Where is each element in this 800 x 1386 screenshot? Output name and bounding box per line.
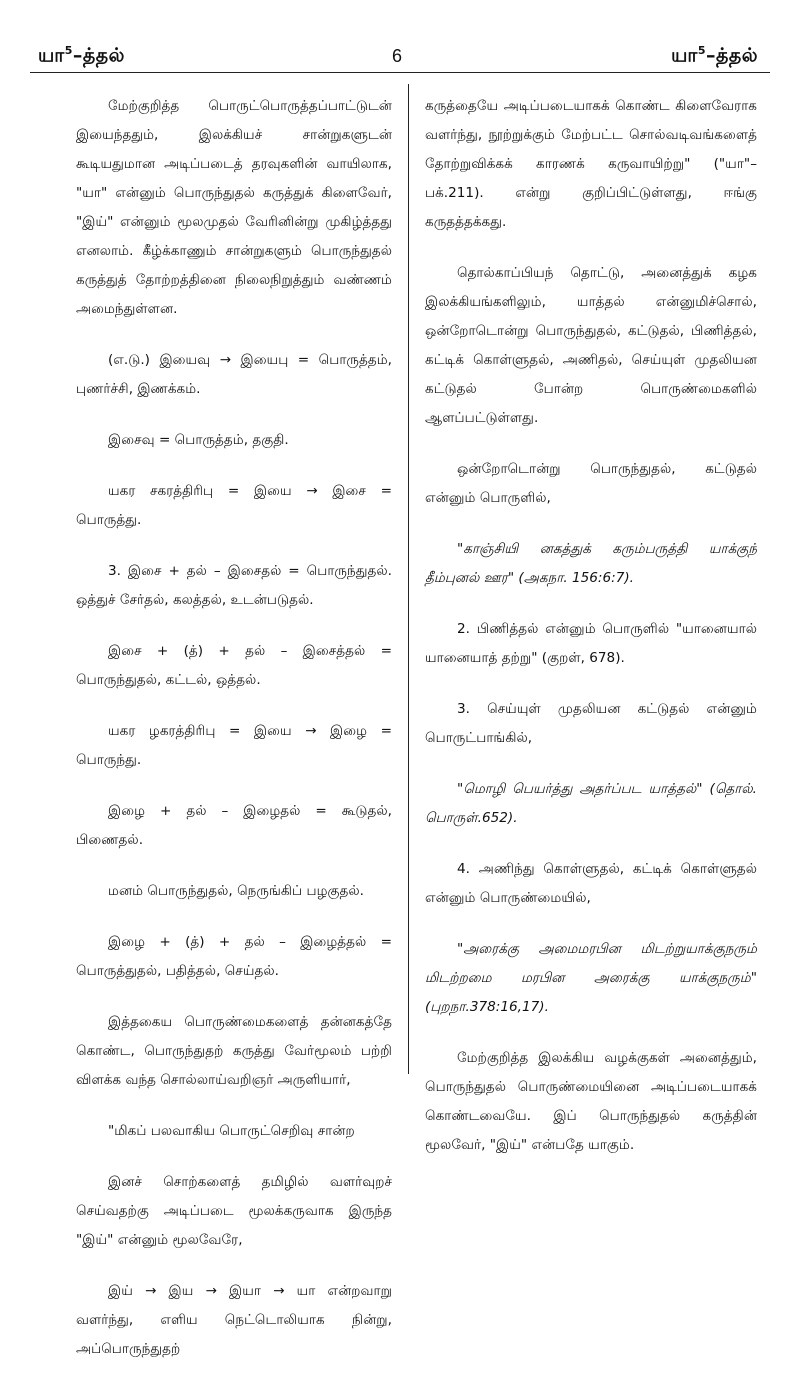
example-line: மனம் பொருந்துதல், நெருங்கிப் பழகுதல். <box>108 883 364 899</box>
running-title-left-superscript: 5 <box>64 44 73 57</box>
paragraph: இய் → இய → இயா → யா என்றவாறு வளர்ந்து, எளிய நெட்டொலியாக நின்று, அப்பொருந்துதற் <box>76 1283 392 1357</box>
page-header <box>0 0 800 80</box>
paragraph: 4. அணிந்து கொள்ளுதல், கட்டிக் கொள்ளுதல் என்னும் பொருண்மையில், <box>425 861 757 906</box>
example-line: (எ.டு.) இயைவு → இயைபு = பொருத்தம், புணர்ச்சி, இணக்கம். <box>76 352 392 397</box>
column-divider <box>408 84 409 1074</box>
citation-quote: "அரைக்கு அமைமரபின மிடற்றுயாக்குநரும் மிடற்றமை மரபின அரைக்கு யாக்குநரும்" (புறநா.378:16,17). <box>425 941 757 1015</box>
paragraph: தொல்காப்பியந் தொட்டு, அனைத்துக் கழக இலக்கியங்களிலும், யாத்தல் என்னுமிச்சொல், ஒன்றோடொன்று பொருந்துதல், கட்டுதல், பிணித்தல், கட்டிக் கொள்ளுதல், அணிதல், செய்யுள் முதலியன கட்டுதல் போன்ற பொருண்மைகளில் ஆளப்பட்டுள்ளது. <box>425 265 757 426</box>
example-line: இழை + (த்) + தல் – இழைத்தல் = பொருத்துதல், பதித்தல், செய்தல். <box>76 934 392 979</box>
running-title-left <box>38 44 125 69</box>
paragraph: 2. பிணித்தல் என்னும் பொருளில் "யானையால் யானையாத் தற்று" (குறள், 678). <box>425 621 757 666</box>
quote-opening: "மிகப் பலவாகிய பொருட்செறிவு சான்ற <box>108 1123 355 1139</box>
running-title-left-text: யா <box>38 44 65 67</box>
page-number: 6 <box>392 46 403 66</box>
paragraph: 3. செய்யுள் முதலியன கட்டுதல் என்னும் பொருட்பாங்கில், <box>425 701 757 746</box>
paragraph: ஒன்றோடொன்று பொருந்துதல், கட்டுதல் என்னும் பொருளில், <box>425 461 757 506</box>
header-rule <box>30 72 770 73</box>
paragraph: இத்தகைய பொருண்மைகளைத் தன்னகத்தே கொண்ட, பொருந்துதற் கருத்து வேர்மூலம் பற்றி விளக்க வந்த சொல்லாய்வறிஞர் அருளியார், <box>76 1014 392 1088</box>
citation-quote: "காஞ்சியி னகத்துக் கரும்பருத்தி யாக்குந் தீம்புனல் ஊர" (அகநா. 156:6:7). <box>425 541 757 586</box>
example-line: 3. இசை + தல் – இசைதல் = பொருந்துதல். ஒத்துச் சேர்தல், கலத்தல், உடன்படுதல். <box>76 563 392 608</box>
example-line: இழை + தல் – இழைதல் = கூடுதல், பிணைதல். <box>76 803 392 848</box>
running-title-right <box>671 44 758 69</box>
paragraph: கருத்தையே அடிப்படையாகக் கொண்ட கிளைவேராக வளர்ந்து, நூற்றுக்கும் மேற்பட்ட சொல்வடிவங்களைத் தோற்றுவிக்கக் காரணக் கருவாயிற்று" ("யா"–பக்.211). என்று குறிப்பிட்டுள்ளது, ஈங்கு கருதத்தக்கது. <box>425 98 757 230</box>
paragraph: இனச் சொற்களைத் தமிழில் வளர்வுறச் செய்வதற்கு அடிப்படை மூலக்கருவாக இருந்த "இய்" என்னும் மூலவேரே, <box>76 1174 392 1248</box>
example-line: யகர ழகரத்திரிபு = இயை → இழை = பொருந்து. <box>76 723 392 768</box>
running-title-right-text: யா <box>671 44 698 67</box>
example-line: யகர சகரத்திரிபு = இயை → இசை = பொருத்து. <box>76 483 392 528</box>
running-title-left-suffix: –த்தல் <box>72 44 125 67</box>
running-title-right-suffix: –த்தல் <box>705 44 758 67</box>
example-line: இசை + (த்) + தல் – இசைத்தல் = பொருந்துதல், கட்டல், ஒத்தல். <box>76 643 392 688</box>
left-column <box>76 92 392 1386</box>
citation-quote: "மொழி பெயர்த்து அதர்ப்பட யாத்தல்" (தொல். பொருள்.652). <box>425 781 757 826</box>
paragraph: மேற்குறித்த இலக்கிய வழக்குகள் அனைத்தும், பொருந்துதல் பொருண்மையினை அடிப்படையாகக் கொண்டவையே. இப் பொருந்துதல் கருத்தின் மூலவேர், "இய்" என்பதே யாகும். <box>425 1050 757 1153</box>
paragraph: மேற்குறித்த பொருட்பொருத்தப்பாட்டுடன் இயைந்ததும், இலக்கியச் சான்றுகளுடன் கூடியதுமான அடிப்படைத் தரவுகளின் வாயிலாக, "யா" என்னும் பொருந்துதல் கருத்துக் கிளைவேர், "இய்" என்னும் மூலமுதல் வேரினின்று முகிழ்த்தது எனலாம். கீழ்க்காணும் சான்றுகளும் பொருந்துதல் கருத்துத் தோற்றத்தினை நிலைநிறுத்தும் வண்ணம் அமைந்துள்ளன. <box>76 98 392 317</box>
right-column <box>425 92 757 1182</box>
running-title-right-superscript: 5 <box>697 44 706 57</box>
example-line: இசைவு = பொருத்தம், தகுதி. <box>108 432 289 448</box>
